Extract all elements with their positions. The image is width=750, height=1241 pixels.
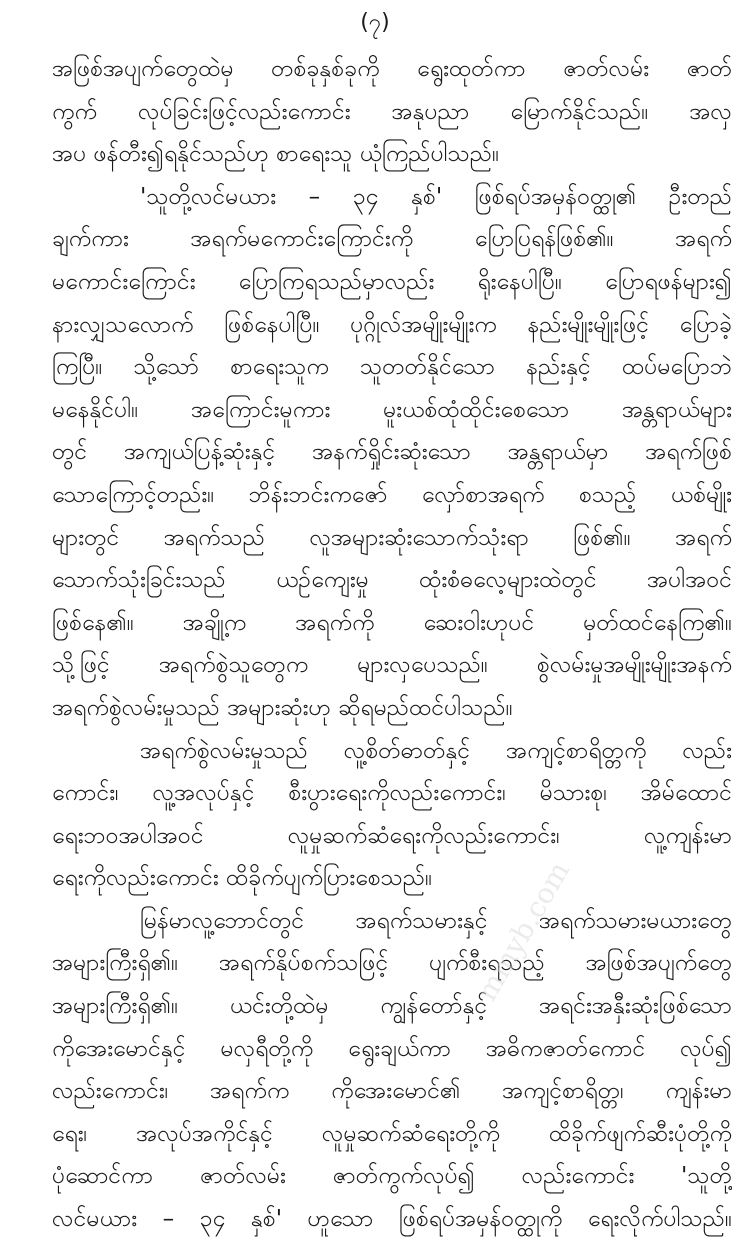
text-line: အပ ဖန်တီး၍ရနိုင်သည်ဟု စာရေးသူ ယုံကြည်ပါသည်။ xyxy=(52,141,500,168)
text-line: သောကြောင့်တည်း။ ဘိန်းဘင်းကဇော် လှော်စာအရက် စသည့် ယစ်မျိုး xyxy=(52,481,732,508)
text-line: အရက်စွဲလမ်းမှုသည် အများဆုံးဟု ဆိုရမည်ထင်ပါသည်။ xyxy=(52,694,513,721)
text-line: ကြပြီ။ သို့သော် စာရေးသူက သူတတ်နိုင်သော နည်းနှင့် ထပ်မပြောဘဲ xyxy=(52,354,732,381)
text-line: သောက်သုံးခြင်းသည် ယဉ်ကျေးမှု ထုံးစံဓလေ့များထဲတွင် အပါအဝင် xyxy=(52,567,732,594)
text-line: အများကြီးရှိ၏။ ယင်းတို့ထဲမှ ကျွန်တော်နှင့် အရင်းအနှီးဆုံးဖြစ်သော xyxy=(52,993,732,1020)
text-line: ရေးကိုလည်းကောင်း ထိခိုက်ပျက်ပြားစေသည်။ xyxy=(52,865,433,892)
text-line: နားလျှသလောက် ဖြစ်နေပါပြီ။ ပုဂ္ဂိုလ်အမျိုးမျိုးက နည်းမျိုးမျိုးဖြင့် ပြောခဲ့ xyxy=(52,311,732,338)
text-line: ချက်ကား အရက်မကောင်းကြောင်းကို ပြောပြရန်ဖြစ်၏။ အရက် xyxy=(52,226,732,253)
paragraph-first-line: မြန်မာလူ့ဘောင်တွင် အရက်သမားနှင့် အရက်သမားမယားတွေ xyxy=(140,907,732,934)
watermark: mmyb.com xyxy=(470,855,577,1007)
page-number: (၇) xyxy=(360,10,390,35)
text-line: သို့ဖြင့် အရက်စွဲသူတွေက များလှပေသည်။ စွဲလမ်းမှုအမျိုးမျိုးအနက် xyxy=(52,652,732,679)
text-line: ရေးဘဝအပါအဝင် လူမှုဆက်ဆံရေးကိုလည်းကောင်း၊ လူ့ကျန်းမာ xyxy=(52,822,732,849)
text-line: မကောင်းကြောင်း ပြောကြရသည်မှာလည်း ရိုးနေပါပြီ။ ပြောရဖန်များ၍ xyxy=(52,268,732,295)
text-line: လည်းကောင်း၊ အရက်က ကိုအေးမောင်၏ အကျင့်စာရိတ္တ၊ ကျန်းမာ xyxy=(52,1078,732,1105)
text-line: ဖြစ်နေ၏။ အချို့က အရက်ကို ဆေးဝါးဟုပင် မှတ်ထင်နေကြ၏။ xyxy=(52,609,732,636)
text-line: မနေနိုင်ပါ။ အကြောင်းမူကား မူးယစ်ထုံထိုင်းစေသော အန္တရာယ်များ xyxy=(52,396,732,423)
paragraph-first-line: 'သူတို့လင်မယား – ၃၄ နှစ်' ဖြစ်ရပ်အမှန်ဝတ္ထု၏ ဦးတည် xyxy=(140,183,732,210)
body-text xyxy=(52,48,732,1241)
paragraph-first-line: အရက်စွဲလမ်းမှုသည် လူ့စိတ်ဓာတ်နှင့် အကျင့်စာရိတ္တကို လည်း xyxy=(140,737,732,764)
text-line: ကွက် လုပ်ခြင်းဖြင့်လည်းကောင်း အနုပညာ မြောက်နိုင်သည်။ အလှ xyxy=(52,98,732,125)
text-line: တွင် အကျယ်ပြန့်ဆုံးနှင့် အနက်ရှိုင်းဆုံးသော အန္တရာယ်မှာ အရက်ဖြစ် xyxy=(52,439,732,466)
text-line: များတွင် အရက်သည် လူအများဆုံးသောက်သုံးရာ ဖြစ်၏။ အရက် xyxy=(52,524,732,551)
text-line: လင်မယား – ၃၄ နှစ်' ဟူသော ဖြစ်ရပ်အမှန်ဝတ္ထုကို ရေးလိုက်ပါသည်။ xyxy=(52,1206,732,1233)
text-line: ကောင်း၊ လူ့အလုပ်နှင့် စီးပွားရေးကိုလည်းကောင်း၊ မိသားစု၊ အိမ်ထောင် xyxy=(52,780,732,807)
text-line: ကိုအေးမောင်နှင့် မလှရီတို့ကို ရွေးချယ်ကာ အဓိကဇာတ်ကောင် လုပ်၍ xyxy=(52,1035,732,1062)
text-line: အများကြီးရှိ၏။ အရက်နိုပ်စက်သဖြင့် ပျက်စီးရသည့် အဖြစ်အပျက်တွေ xyxy=(52,950,732,977)
text-line: အဖြစ်အပျက်တွေထဲမှ တစ်ခုနှစ်ခုကို ရွေးထုတ်ကာ ဇာတ်လမ်း ဇာတ် xyxy=(52,56,732,82)
text-line: ရေး၊ အလုပ်အကိုင်နှင့် လူမှုဆက်ဆံရေးတို့ကို ထိခိုက်ဖျက်ဆီးပုံတို့ကို xyxy=(52,1120,732,1147)
text-line: ပုံဆောင်ကာ ဇာတ်လမ်း ဇာတ်ကွက်လုပ်၍ လည်းကောင်း 'သူတို့ xyxy=(52,1163,732,1190)
